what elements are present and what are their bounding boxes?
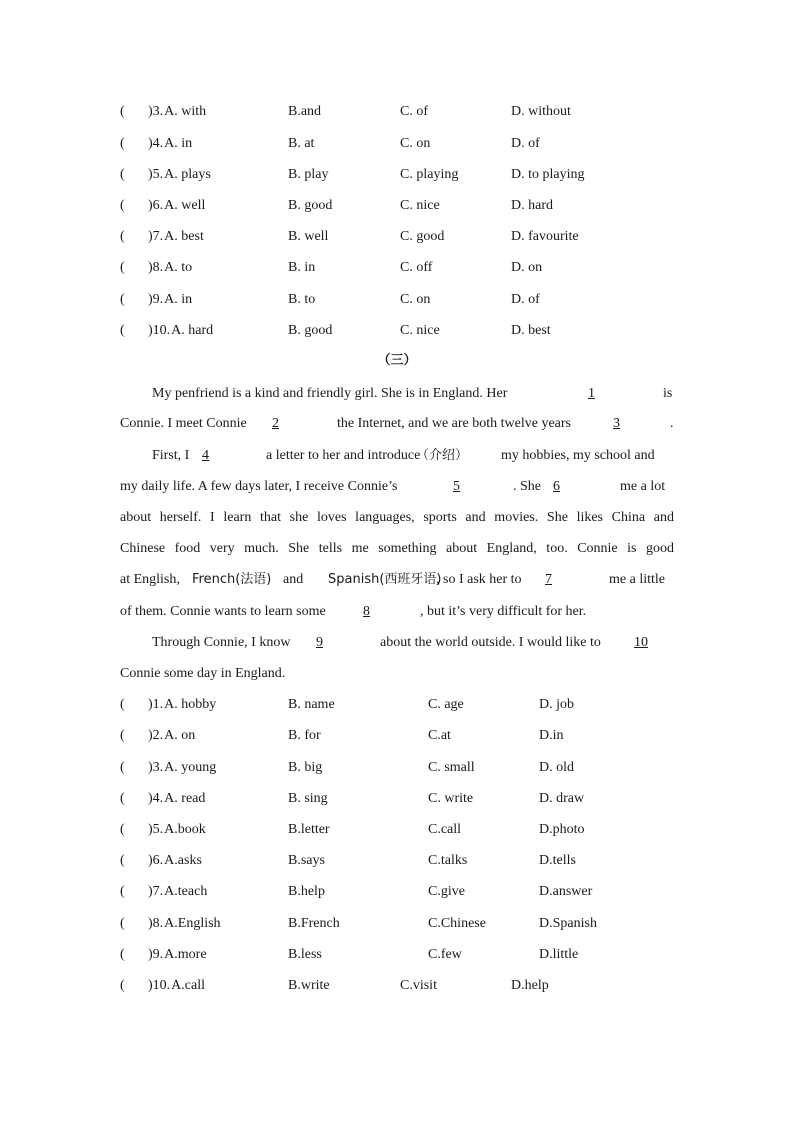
option-c: C. write: [428, 791, 474, 806]
question-row: [0, 290, 794, 310]
option-c: C. off: [400, 260, 433, 275]
option-c: C. age: [428, 697, 464, 712]
option-b: B. in: [288, 260, 316, 275]
option-b: B.write: [288, 978, 330, 993]
option-b: B.says: [288, 853, 325, 868]
answer-bracket[interactable]: (: [120, 791, 125, 806]
option-b: B.French: [288, 916, 340, 931]
question-row: [0, 726, 794, 746]
option-a: A. hobby: [164, 697, 217, 712]
question-number: )5.: [148, 822, 164, 837]
question-number: )4.: [148, 791, 164, 806]
option-b: B.letter: [288, 822, 330, 837]
answer-bracket[interactable]: (: [120, 167, 125, 182]
blank-6[interactable]: 6: [553, 479, 560, 494]
section-3-title: （三）: [377, 353, 417, 368]
question-number: )9.: [148, 947, 164, 962]
option-b: B. big: [288, 760, 323, 775]
option-b: B. good: [288, 198, 333, 213]
question-row: [0, 882, 794, 902]
option-a: A. read: [164, 791, 206, 806]
option-c: C. nice: [400, 323, 440, 338]
option-a: A.more: [164, 947, 207, 962]
passage-line-10: Connie some day in England.: [120, 666, 286, 681]
option-c: C.Chinese: [428, 916, 486, 931]
question-row: [0, 789, 794, 809]
question-row: [0, 820, 794, 840]
question-number: )1.: [148, 697, 164, 712]
passage-line-2: Connie. I meet Connie 2 the Internet, and we are both twelve years 3 .: [120, 414, 674, 434]
question-number: )10.: [148, 323, 171, 338]
answer-bracket[interactable]: (: [120, 822, 125, 837]
question-number: )7.: [148, 229, 164, 244]
option-c: C.call: [428, 822, 462, 837]
option-a: A. well: [164, 198, 206, 213]
blank-7[interactable]: 7: [545, 572, 552, 587]
option-c: C. on: [400, 136, 431, 151]
answer-bracket[interactable]: (: [120, 697, 125, 712]
option-d: D. to playing: [511, 167, 585, 182]
question-row: [0, 165, 794, 185]
option-c: C.talks: [428, 853, 468, 868]
option-c: C.give: [428, 884, 465, 899]
option-c: C. playing: [400, 167, 459, 182]
option-b: B. to: [288, 292, 316, 307]
option-b: B.help: [288, 884, 325, 899]
option-c: C. small: [428, 760, 475, 775]
question-row: [0, 945, 794, 965]
answer-bracket[interactable]: (: [120, 947, 125, 962]
option-d: D. favourite: [511, 229, 579, 244]
passage-line-1: My penfriend is a kind and friendly girl. She is in England. Her 1 is: [120, 384, 674, 404]
option-d: D. without: [511, 104, 571, 119]
option-d: D. of: [511, 292, 540, 307]
passage-line-4: my daily life. A few days later, I receive Connie’s 5 . She 6 me a lot: [120, 477, 674, 497]
blank-1[interactable]: 1: [588, 386, 595, 401]
answer-bracket[interactable]: (: [120, 198, 125, 213]
option-b: B. good: [288, 323, 333, 338]
blank-9[interactable]: 9: [316, 635, 323, 650]
option-a: A. plays: [164, 167, 211, 182]
question-number: )3.: [148, 104, 164, 119]
option-a: A. in: [164, 136, 193, 151]
question-number: )4.: [148, 136, 164, 151]
answer-bracket[interactable]: (: [120, 728, 125, 743]
question-number: )8.: [148, 260, 164, 275]
passage-line-7: at English, French(法语) and Spanish(西班牙语) , so I ask her to 7 me a little: [120, 570, 674, 590]
option-a: A. on: [164, 728, 196, 743]
question-number: )3.: [148, 760, 164, 775]
answer-bracket[interactable]: (: [120, 260, 125, 275]
blank-2[interactable]: 2: [272, 416, 279, 431]
answer-bracket[interactable]: (: [120, 229, 125, 244]
question-number: )8.: [148, 916, 164, 931]
option-d: D.answer: [539, 884, 593, 899]
blank-5[interactable]: 5: [453, 479, 460, 494]
answer-bracket[interactable]: (: [120, 292, 125, 307]
answer-bracket[interactable]: (: [120, 760, 125, 775]
option-a: A. young: [164, 760, 217, 775]
blank-4[interactable]: 4: [202, 448, 209, 463]
question-number: )5.: [148, 167, 164, 182]
question-number: )9.: [148, 292, 164, 307]
option-a: A.book: [164, 822, 206, 837]
option-d: D.little: [539, 947, 579, 962]
option-d: D.tells: [539, 853, 576, 868]
option-b: B. at: [288, 136, 315, 151]
option-a: A. best: [164, 229, 204, 244]
option-c: C.at: [428, 728, 451, 743]
question-number: )6.: [148, 853, 164, 868]
passage-line-5: about herself. I learn that she loves languages, sports and movies. She likes China and: [120, 510, 674, 525]
option-a: A. hard: [171, 323, 214, 338]
option-d: D. of: [511, 136, 540, 151]
question-row: [0, 851, 794, 871]
option-b: B. sing: [288, 791, 328, 806]
answer-bracket[interactable]: (: [120, 916, 125, 931]
question-row: [0, 695, 794, 715]
answer-bracket[interactable]: (: [120, 104, 125, 119]
question-row: [0, 102, 794, 122]
question-number: )7.: [148, 884, 164, 899]
option-d: D. job: [539, 697, 574, 712]
passage-line-9: Through Connie, I know 9 about the world outside. I would like to 10: [120, 633, 674, 653]
option-a: A. with: [164, 104, 207, 119]
option-b: B. for: [288, 728, 321, 743]
option-a: A.asks: [164, 853, 202, 868]
option-a: A.teach: [164, 884, 208, 899]
option-a: A. in: [164, 292, 193, 307]
question-row: [0, 227, 794, 247]
option-d: D. hard: [511, 198, 553, 213]
option-a: A. to: [164, 260, 193, 275]
question-row: [0, 758, 794, 778]
option-c: C. on: [400, 292, 431, 307]
answer-bracket[interactable]: (: [120, 884, 125, 899]
question-row: [0, 321, 794, 341]
option-d: D.photo: [539, 822, 585, 837]
question-row: [0, 976, 794, 996]
question-row: [0, 914, 794, 934]
answer-bracket[interactable]: (: [120, 853, 125, 868]
passage-line-6: Chinese food very much. She tells me something about England, too. Connie is good: [120, 541, 674, 556]
option-c: C.visit: [400, 978, 437, 993]
passage-line-3: First, I 4 a letter to her and introduce （介绍） my hobbies, my school and: [120, 446, 674, 466]
option-c: C.few: [428, 947, 462, 962]
option-b: B. well: [288, 229, 329, 244]
answer-bracket[interactable]: (: [120, 323, 125, 338]
question-number: )2.: [148, 728, 164, 743]
option-d: D. best: [511, 323, 551, 338]
option-c: C. nice: [400, 198, 440, 213]
question-row: [0, 196, 794, 216]
question-number: )6.: [148, 198, 164, 213]
passage-line-8: of them. Connie wants to learn some 8 , but it’s very difficult for her.: [120, 602, 674, 622]
question-row: [0, 258, 794, 278]
option-d: D.help: [511, 978, 549, 993]
option-b: B.less: [288, 947, 322, 962]
option-d: D.Spanish: [539, 916, 597, 931]
blank-8[interactable]: 8: [363, 604, 370, 619]
option-d: D. draw: [539, 791, 585, 806]
option-b: B.and: [288, 104, 322, 119]
option-a: A.call: [171, 978, 205, 993]
option-d: D. on: [511, 260, 543, 275]
option-c: C. of: [400, 104, 428, 119]
option-b: B. name: [288, 697, 335, 712]
question-row: [0, 134, 794, 154]
option-c: C. good: [400, 229, 445, 244]
question-number: )10.: [148, 978, 171, 993]
blank-10[interactable]: 10: [634, 635, 648, 650]
answer-bracket[interactable]: (: [120, 136, 125, 151]
option-b: B. play: [288, 167, 329, 182]
blank-3[interactable]: 3: [613, 416, 620, 431]
answer-bracket[interactable]: (: [120, 978, 125, 993]
option-a: A.English: [164, 916, 221, 931]
option-d: D.in: [539, 728, 564, 743]
option-d: D. old: [539, 760, 574, 775]
